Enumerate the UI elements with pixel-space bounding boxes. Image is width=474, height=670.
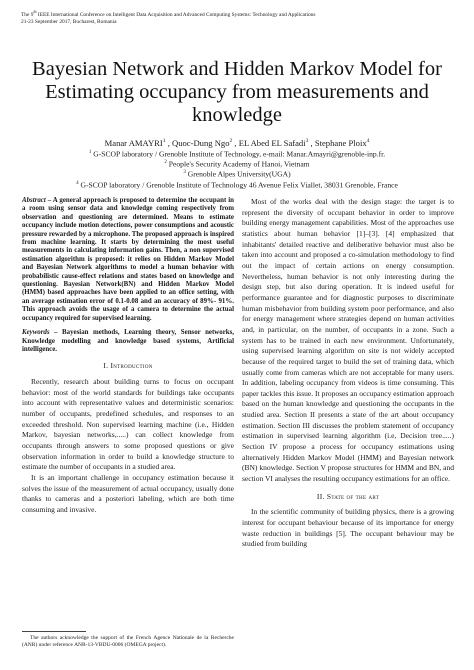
footnote-rule [22,631,86,632]
conference-header [21,9,461,25]
keywords-label: Keywords [22,329,50,337]
right-column [242,197,454,550]
abstract-label: Abstract [22,197,46,204]
keywords [22,329,234,354]
affiliation-4: $^4$ G-SCOP laboratory / Grenoble Institute of Technology 46 Avenue Felix Viallet, 38031 Grenoble, France [76,180,398,190]
conference-line-1: The 9th IEEE International Conference on Intelligent Data Acquisition and Advanced Computing Systems: Technology and Applications [21,9,316,18]
affiliation-2: $^2$ People's Security Academy of Hanoi, Vietnam [164,159,310,169]
abstract [22,197,234,323]
state-of-art-heading: II. State of the art [316,491,380,501]
keywords-text: – Bayesian methods, Learning theory, Sensor networks, Knowledge modelling and knowledge based systems, Artificial intelligence. [22,329,234,353]
affiliation-3: $^3$ Grenoble Alpes University(UGA) [183,169,291,179]
author-list: Manar AMAYRI$^1$ , Quoc-Dung Ngo$^2$ , EL Abed EL Safadi$^3$ , Stephane Ploix$^4$ [104,137,370,148]
author-1: Manar AMAYRI [104,137,163,148]
right-paragraph-1: Most of the works deal with the design stage: the target is to represent the diversity of occupant behavior in order to improve building energy management capabilities. Most of the approaches use statistics about human behavior [1]–[3]. [4] emphasized that inhabitants' detailed reactive and deliberative behavior must also be taken into account and proposed a co-simulation methodology to find out the impact of certain actions on energy consumption. Nevertheless, human behavior is not only interesting during the design step, but also during operation. It is indeed useful for performance guarantee and for diagnostic purposes to discriminate human misbehavior from building system poor performance, and also for energy management where strategies depend on human activities and, in particular, on the number, of occupants in a zone. Such a system has to be trained in each new environment. Unfortunately, using supervised learning algorithm on site is not widely accepted because of the required target to build the set of training data, which usually come from cameras which are not acceptable for many users. In addition, labeling occupancy from videos is time consuming. This paper tackles this issue. It proposes an occupancy estimation approach based on the human knowledge and questioning the occupants in the studied area. Section II presents a state of the art about occupancy estimation. Section III discusses the problem statement of occupancy estimation in supervised learning algorithm (i.e, Decision tree.....) Section IV propose a process for occupancy estimations using alternatively Hidden Markov Model (HMM) and Bayesian network (BN) knowledge. Section V propose structures for HMM and BN, and section VI analyses the resulting occupancy estimations for an office. [242,197,454,484]
left-column [22,197,234,516]
author-3: , EL Abed EL Safadi [234,137,306,148]
introduction-heading: I. Introduction [103,361,153,371]
affiliation-1: $^1$ G-SCOP laboratory / Grenoble Institute of Technology, e-mail: Manar.Amayri@grenoble-inp.fr. [88,149,386,159]
intro-paragraph-1: Recently, research about building turns to focus on occupant behavior: most of the world standards for buildings take occupants into account with representative values and deterministic scenarios: number of occupants, predefined schedules, and responses to an exceeded threshold. Non supervised learning machine (i.e., Hidden Markov, bayesian networks,.....) can collect knowledge from occupants through answers to some proposed questions or give observation information in order to build a knowledge structure to estimate the number of occupants in a studied area. [22,376,234,472]
footnote: The authors acknowledge the support of the French Agence Nationale de la Recherche (ANR) under reference ANR-13-VBDU-0006 (OMEGA project). [22,635,234,648]
intro-paragraph-2: It is an important challenge in occupancy estimation because it solves the issue of the measurement of actual occupancy, usually done thanks to cameras and a posteriori labeling, which are both time consuming and invasive. [22,472,234,514]
conference-line-2: 21-23 September 2017, Bucharest, Romania [21,18,117,25]
abstract-text: – A general approach is proposed to determine the occupant in a room using sensor data and knowledge coming respectively from observation and questioning are determined. Means to estimate occupancy include motion detections, power consumptions and acoustic pressure rewarded by a microphone. The proposed approach is inspired from machine learning. It starts by determining the most useful measurements in calculating information gains. Then, a non supervised estimation algorithm is proposed: it relies on Hidden Markov Model and Bayesian Network algorithms to model a human behavior with probabilistic cause-effect relations and states based on knowledge and questioning. Bayesian Network(BN) and Hidden Markov Model (HMM) based approaches have been applied to an office setting, with an average estimation error of 0.1-0.08 and an accuracy of 89%- 91%. This approach avoids the usage of a camera to determine the actual occupancy required for supervised learning. [22,197,234,322]
state-of-art-paragraph-1: In the scientific community of building physics, there is a growing interest for occupant behaviour because of its importance for energy waste reduction in buildings [5]. The occupant behaviour may be studied from building [242,507,454,549]
author-2: , Quoc-Dung Ngo [167,137,230,148]
paper-title: Bayesian Network and Hidden Markov Model for Estimating occupancy from measurements and knowledge [32,58,442,126]
author-4: , Stephane Ploix [310,137,367,148]
